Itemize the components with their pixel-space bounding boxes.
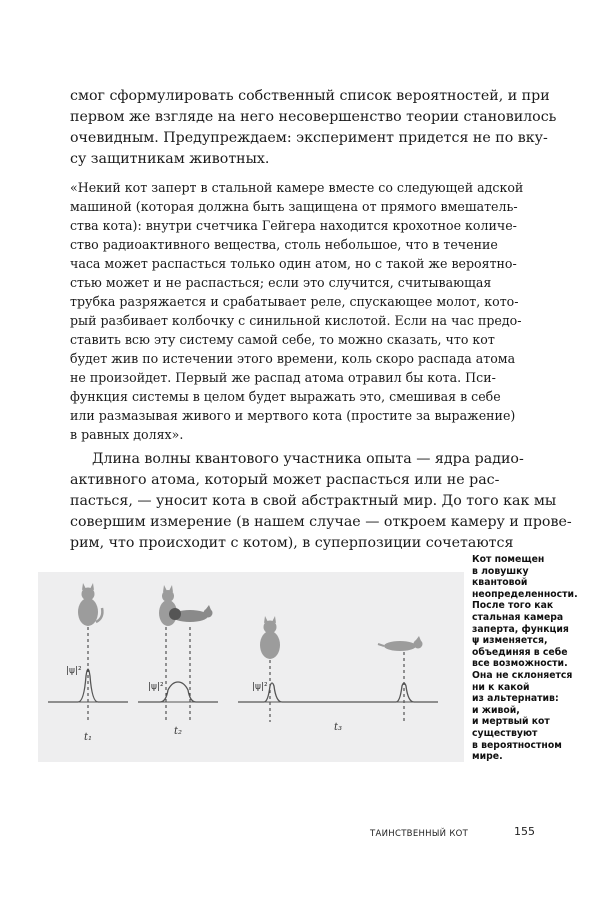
wave-curve-t1 [48,669,128,702]
quote-line: или размазывая живого и мертвого кота (простите за выражение) [70,408,516,423]
schrodinger-quote [70,178,524,444]
quote-line: будет жив по истечении этого времени, коль скоро распада атома [70,351,516,366]
quote-line: ставить всю эту систему самой себе, то можно сказать, что кот [70,332,495,347]
caption-line: Она не склоняется [472,669,573,681]
running-footer-title: ТАИНСТВЕННЫЙ КОТ [370,829,469,839]
time-label-t3: t₃ [334,722,343,733]
caption-line: неопределенности. [472,588,578,600]
caption-line: Кот помещен [472,554,545,565]
caption-line: в вероятностном [472,739,562,751]
wave-curve-t3 [238,683,438,702]
quote-line: часа может распасться только один атом, но с такой же вероятно- [70,256,517,271]
quote-line: ство радиоактивного вещества, столь небольшое, что в течение [70,237,498,252]
quote-line: машиной (которая должна быть защищена от прямого вмешатель- [70,199,518,214]
caption-line: ни к какой [472,681,530,693]
text-line: активного атома, который может распасться или не рас- [70,472,500,488]
figure-svg [38,572,464,762]
caption-line: объединяя в себе [472,646,568,658]
caption-line: и живой, [472,704,520,716]
body-paragraph-2 [70,449,572,554]
caption-line: в ловушку [472,565,529,577]
quote-line: функция системы в целом будет выражать это, смешивая в себе [70,389,501,404]
text-line: су защитникам животных. [70,151,270,167]
quote-line: ства кота): внутри счетчика Гейгера находится крохотное количе- [70,218,517,233]
caption-line: ψ изменяется, [472,635,548,647]
figure-caption [472,554,592,763]
quote-line: не произойдет. Первый же распад атома отравил бы кота. Пси- [70,370,496,385]
page-number: 155 [514,825,535,838]
text-line: очевидным. Предупреждаем: эксперимент придется не по вку- [70,130,548,146]
body-paragraph-1 [70,86,557,170]
text-line: смог сформулировать собственный список вероятностей, и при [70,88,550,104]
caption-line: все возможности. [472,658,568,670]
caption-line: и мертвый кот [472,716,550,728]
dead-cat-icon [378,636,423,651]
quote-line: в равных долях». [70,427,184,442]
psi-label: |ψ|² [148,682,164,692]
caption-line: квантовой [472,577,528,589]
psi-label: |ψ|² [252,682,268,692]
text-line: пасться, — уносит кота в свой абстрактный мир. До того как мы [70,493,557,509]
caption-line: из альтернатив: [472,693,559,705]
caption-line: существуют [472,727,538,739]
quote-line: стью может и не распасться; если это случится, считывающая [70,275,492,290]
caption-line: После того как [472,600,554,612]
living-cat-icon [78,583,102,626]
schrodinger-cat-figure [38,572,464,762]
quote-line: трубка разряжается и срабатывает реле, спускающее молот, кото- [70,294,519,309]
caption-line: мире. [472,751,503,763]
text-line: совершим измерение (в нашем случае — откроем камеру и прове- [70,514,572,530]
living-cat-icon [260,616,280,659]
quote-line: рый разбивает колбочку с синильной кислотой. Если на час предо- [70,313,522,328]
quote-line: «Некий кот заперт в стальной камере вместе со следующей адской [70,180,524,195]
caption-line: стальная камера [472,611,564,623]
text-line: рим, что происходит с котом), в суперпозиции сочетаются [70,535,514,551]
text-line: Длина волны квантового участника опыта — ядра радио- [92,451,524,467]
superposed-cat-icon [159,585,213,626]
caption-line: заперта, функция [472,623,569,635]
time-label-t1: t₁ [84,732,93,743]
time-label-t2: t₂ [174,726,183,737]
psi-label: |ψ|² [66,666,82,676]
text-line: первом же взгляде на него несовершенство теории становилось [70,109,557,125]
